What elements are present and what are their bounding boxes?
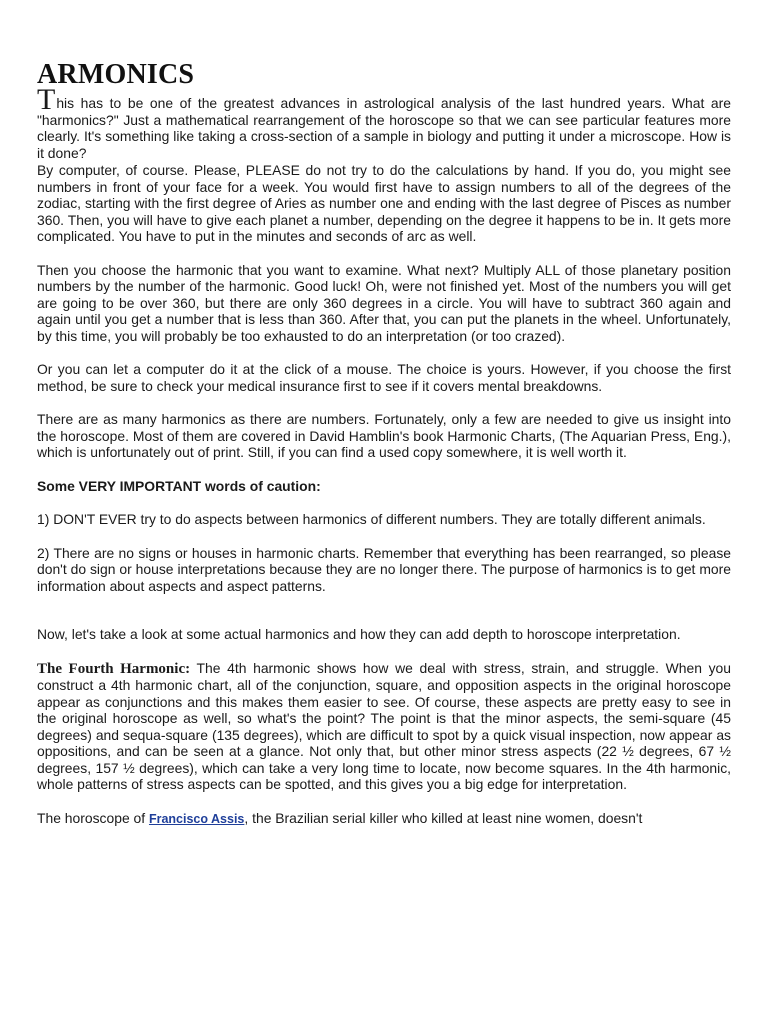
paragraph-many-harmonics: There are as many harmonics as there are numbers. Fortunately, only a few are needed to give us insight into the horoscope. Most of them are covered in David Hamblin's book Harmonic Charts, (The Aquarian Press, Eng.), which is unfortunately out of print. Still, if you can find a used copy somewhere, it is well worth it. [37,411,731,460]
paragraph-fourth-harmonic [37,660,731,793]
francisco-text-before: The horoscope of [37,809,149,826]
caution-heading: Some VERY IMPORTANT words of caution: [37,477,321,494]
paragraph-click-mouse: Or you can let a computer do it at the click of a mouse. The choice is yours. However, if you choose the first method, be sure to check your medical insurance first to see if it covers mental breakdowns. [37,361,731,394]
intro-text: his has to be one of the greatest advances in astrological analysis of the last hundred years. What are "harmonics?" Just a mathematical rearrangement of the horoscope so that we can see particular features more clearly. It's something like taking a cross-section of a sample in biology and putting it under a microscope. How is it done? [37,95,731,161]
caution-item-2: 2) There are no signs or houses in harmonic charts. Remember that everything has been rearranged, so please don't do sign or house interpretations because they are no longer there. The purpose of harmonics is to get more information about aspects and aspect patterns. [37,544,731,594]
intro-paragraph [37,83,731,161]
francisco-text-after: , the Brazilian serial killer who killed at least nine women, doesn't [244,809,643,826]
article [37,58,731,827]
drop-cap: T [37,83,56,116]
paragraph-actual-harmonics: Now, let's take a look at some actual harmonics and how they can add depth to horoscope interpretation. [37,626,681,642]
caution-item-1: 1) DON'T EVER try to do aspects between harmonics of different numbers. They are totally different animals. [37,511,706,527]
fourth-harmonic-text: The 4th harmonic shows how we deal with stress, strain, and struggle. When you construct a 4th harmonic chart, all of the conjunction, square, and opposition aspects in the original horoscope appear as conjunctions and this makes them easier to see. Of course, these aspects are pretty easy to see in the original horoscope as well, so what's the point? The point is that the minor aspects, the semi-square (45 degrees) and sequa-square (135 degrees), which are difficult to spot by a quick visual inspection, now appear as oppositions, and can be seen at a glance. Not only that, but other minor stress aspects (22 ½ degrees, 67 ½ degrees, 157 ½ degrees), which can take a very long time to locate, now become squares. In the 4th harmonic, whole patterns of stress aspects can be spotted, and this gives you a big edge for interpretation. [37,659,731,792]
paragraph-francisco-assis [37,810,731,828]
paragraph-computer: By computer, of course. Please, PLEASE do not try to do the calculations by hand. If you do, you might see numbers in front of your face for a week. You would first have to assign numbers to all of the degrees of the zodiac, starting with the first degree of Aries as number one and ending with the last degree of Pisces as number 360. Then, you will have to give each planet a number, depending on the degree it happens to be in. It gets more complicated. You have to put in the minutes and seconds of arc as well. [37,162,731,244]
paragraph-choose-harmonic: Then you choose the harmonic that you want to examine. What next? Multiply ALL of those planetary position numbers by the number of the harmonic. Good luck! Oh, were not finished yet. Most of the numbers you will get are going to be over 360, but there are only 360 degrees in a circle. You will have to subtract 360 again and again until you get a number that is less than 360. After that, you can put the planets in the wheel. Unfortunately, by this time, you will probably be too exhausted to do an interpretation (or too crazed). [37,261,731,344]
page-title: ARMONICS [37,59,195,90]
fourth-harmonic-heading: The Fourth Harmonic: [37,660,191,677]
francisco-assis-link[interactable]: Francisco Assis [148,811,245,826]
